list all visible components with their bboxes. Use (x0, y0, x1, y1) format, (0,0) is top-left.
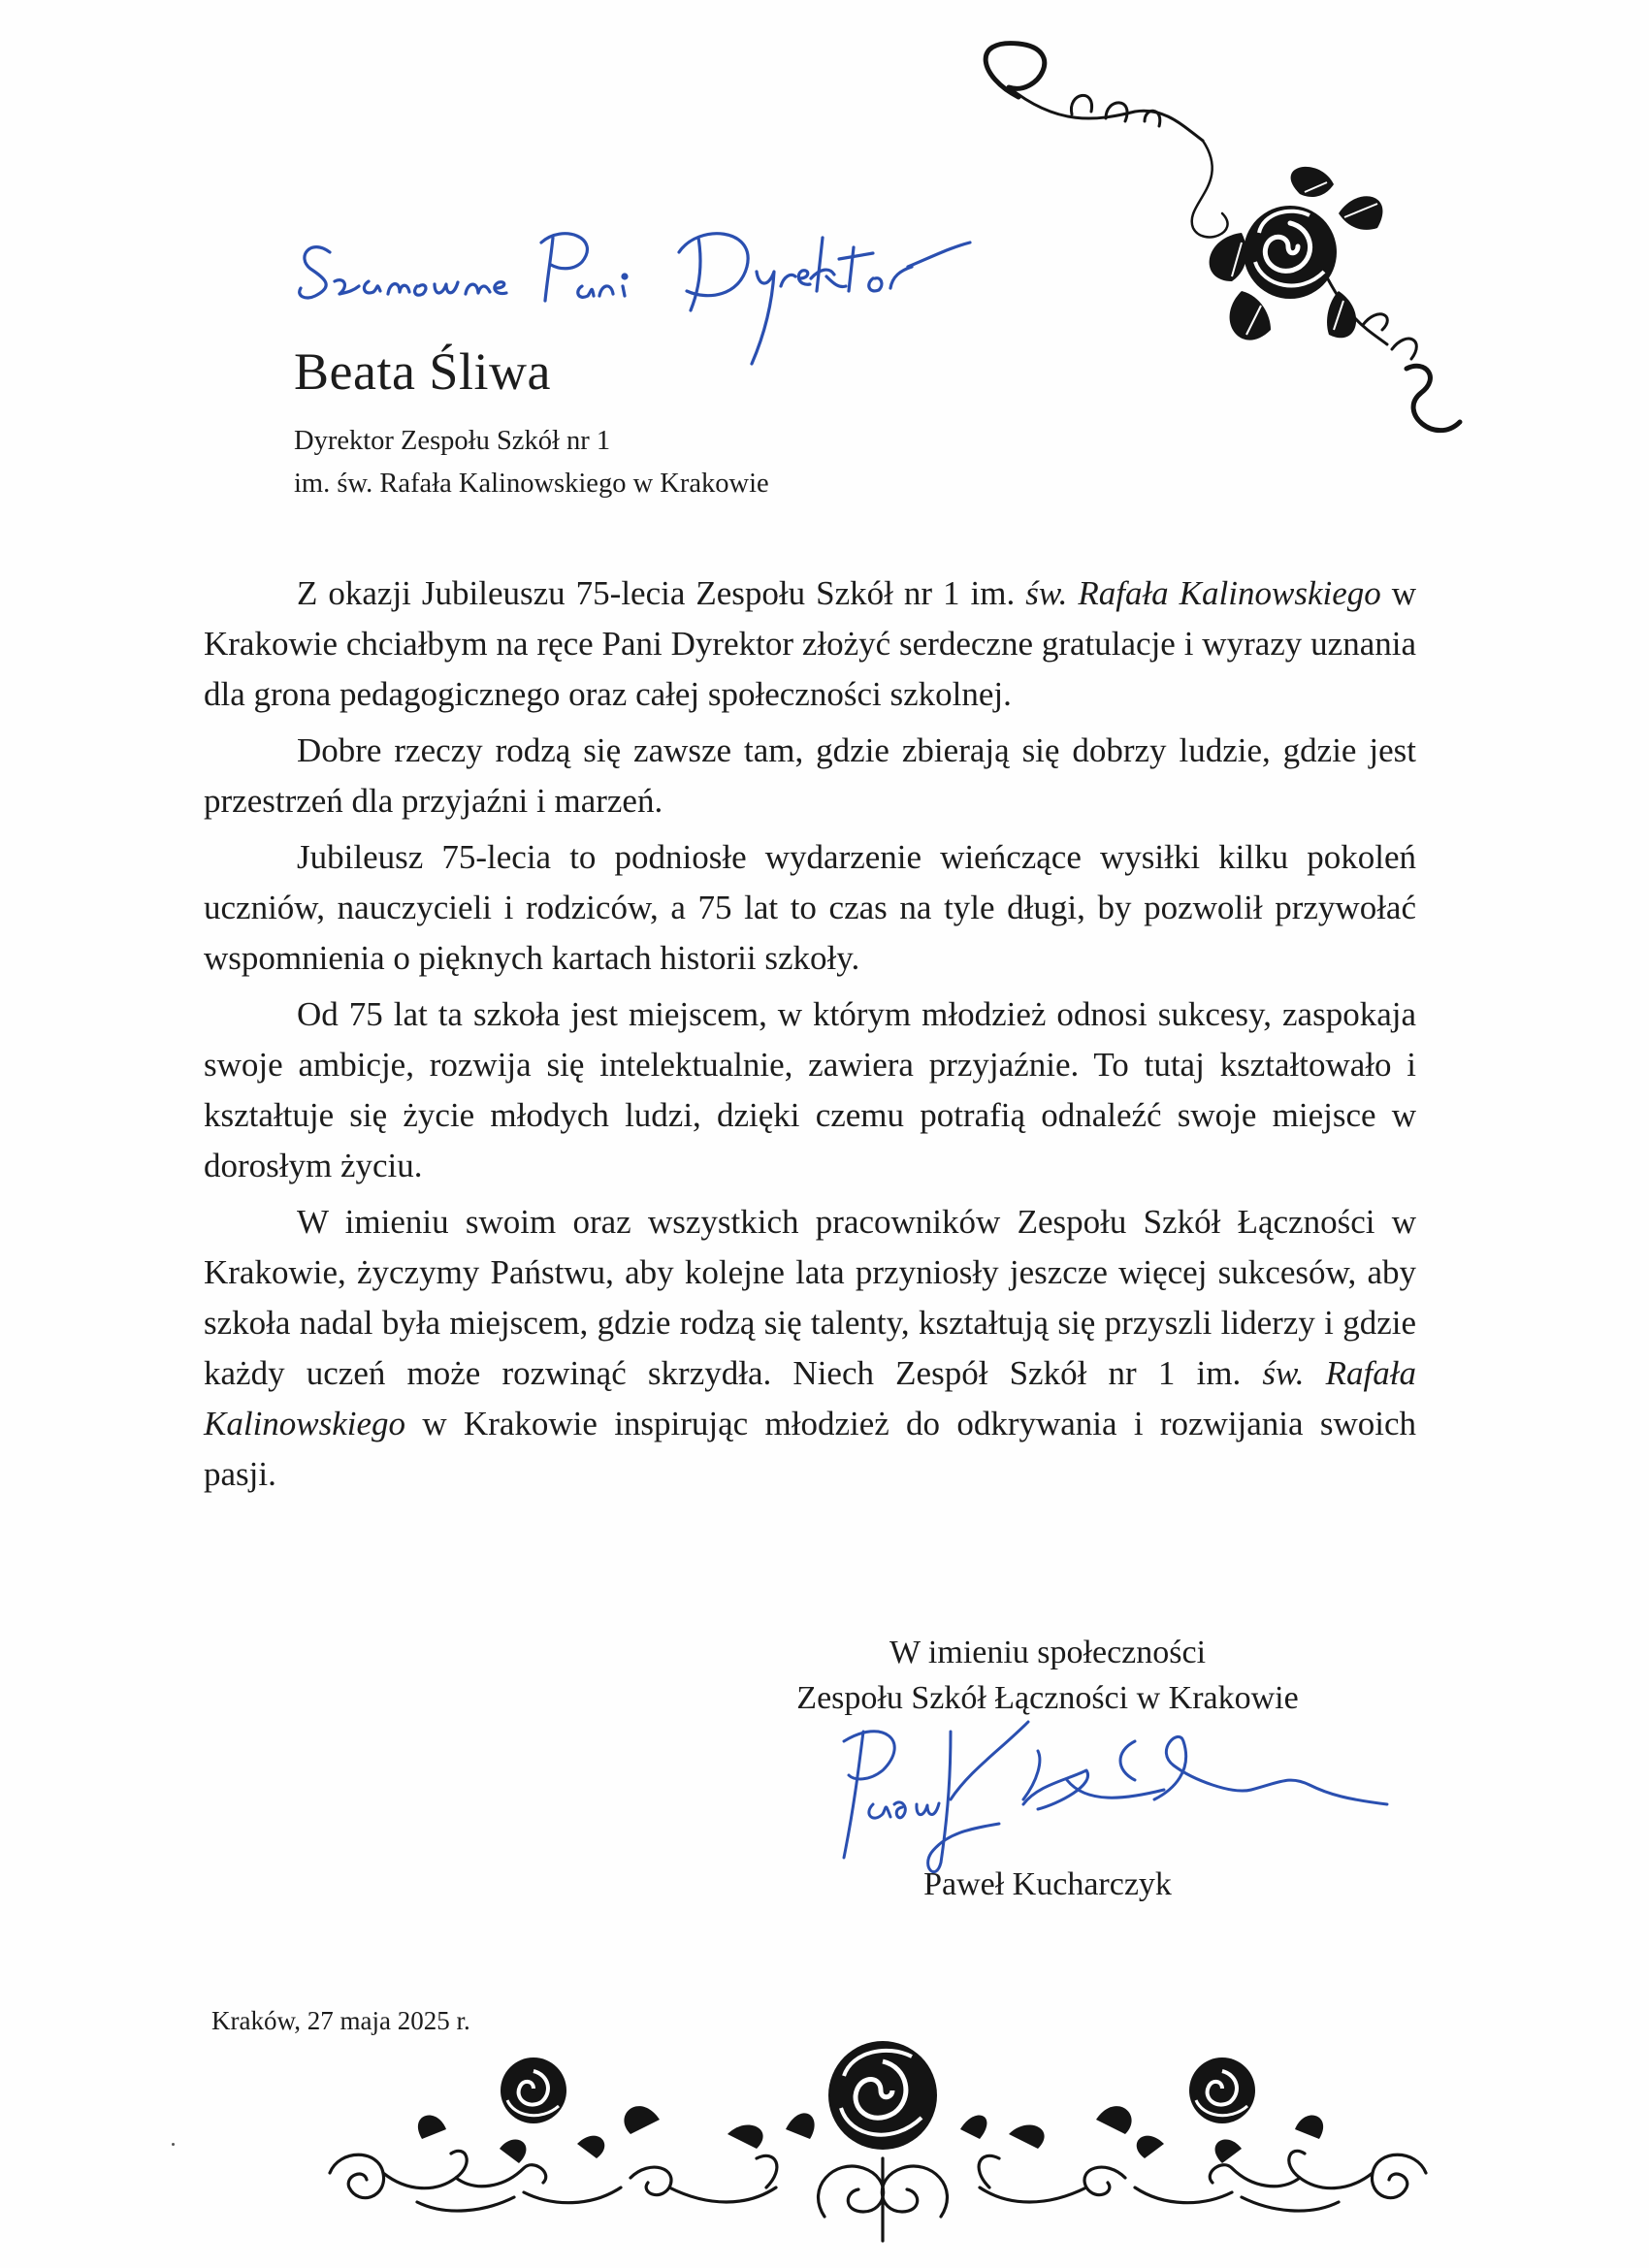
body-p5-text-c: w Krakowie inspirując młodzież do odkrywania i rozwijania swoich pasji. (204, 1405, 1417, 1493)
recipient-title-line1: Dyrektor Zespołu Szkół nr 1 (294, 426, 611, 456)
body-paragraph-3: Jubileusz 75-lecia to podniosłe wydarzenie wieńczące wysiłki kilku pokoleń uczniów, nauczycieli i rodziców, a 75 lat to czas na tyle długi, by pozwolił przywołać wspomnienia o pięknych kartach historii szkoły. (204, 838, 1416, 977)
handwritten-signature (805, 1712, 1406, 1887)
body-paragraph-5 (204, 1197, 1416, 1500)
place-date: Kraków, 27 maja 2025 r. (211, 2006, 470, 2035)
signer-name: Paweł Kucharczyk (923, 1866, 1172, 1902)
body-paragraph-2: Dobre rzeczy rodzą się zawsze tam, gdzie zbierają się dobrzy ludzie, gdzie jest przestrzeń dla przyjaźni i marzeń. (204, 731, 1416, 820)
recipient-title (294, 420, 769, 505)
body-p5-text-a: W imieniu swoim oraz wszystkich pracowników Zespołu Szkół Łączności w Krakowie, życzymy Państwu, aby kolejne lata przyniosły jeszcze więcej sukcesów, aby szkoła nadal była miejscem, gdzie rodzą się talenty, kształtują się przyszli liderzy i gdzie każdy uczeń może rozwinąć skrzydła. Niech Zespół Szkół nr 1 im. (204, 1203, 1416, 1392)
closing-line1: W imieniu społeczności (889, 1635, 1207, 1670)
body-paragraph-1 (204, 568, 1416, 720)
recipient-name: Beata Śliwa (294, 342, 551, 401)
scan-speck (172, 2143, 175, 2146)
recipient-title-line2: im. św. Rafała Kalinowskiego w Krakowie (294, 469, 769, 499)
body-p1-text-a: Z okazji Jubileuszu 75-lecia Zespołu Szkół nr 1 im. (297, 574, 1016, 612)
letter-body (204, 568, 1416, 1506)
body-paragraph-4: Od 75 lat ta szkoła jest miejscem, w którym młodzież odnosi sukcesy, zaspokaja swoje ambicje, rozwija się intelektualnie, zawiera przyjaźnie. To tutaj kształtowało i kształtuje się życie młodych ludzi, dzięki czemu potrafią odnaleźć swoje miejsce w dorosłym życiu. (204, 995, 1416, 1184)
closing-line2: Zespołu Szkół Łączności w Krakowie (796, 1680, 1299, 1716)
rose-border-icon (320, 2023, 1436, 2251)
closing-block (679, 1630, 1416, 1721)
body-p1-text-c: w Krakowie chciałbym na ręce Pani Dyrektor złożyć serdeczne gratulacje i wyrazy uznania dla grona pedagogicznego oraz całej społeczności szkolnej. (204, 574, 1417, 713)
body-p1-patron: św. Rafała Kalinowskiego (1025, 574, 1381, 612)
body-p5-patron: św. Rafała Kalinowskiego (204, 1354, 1417, 1442)
